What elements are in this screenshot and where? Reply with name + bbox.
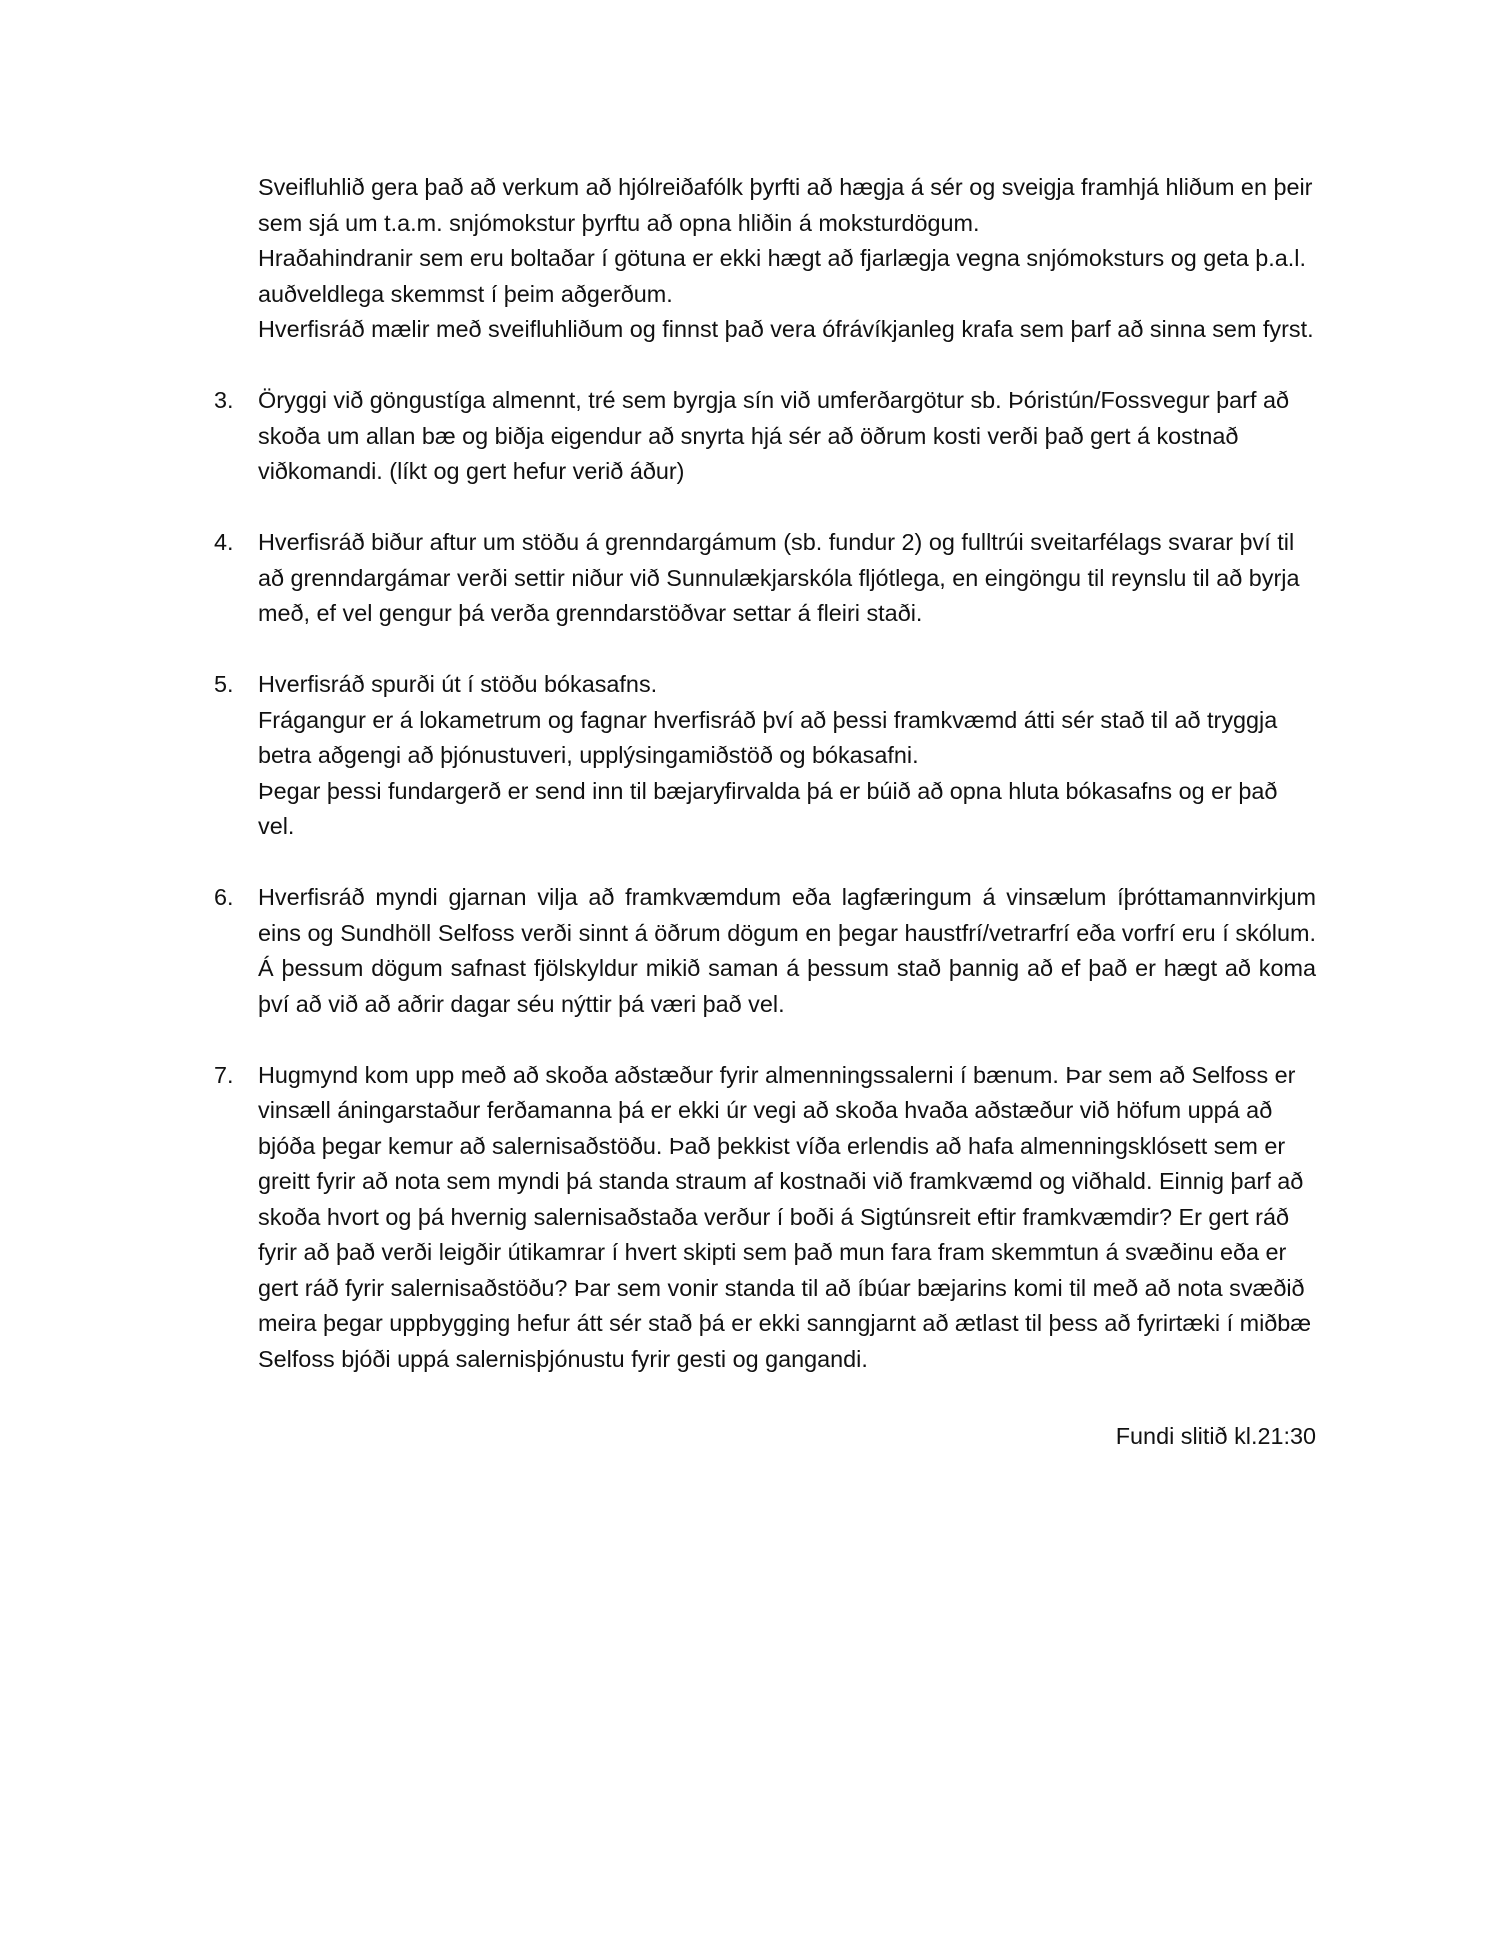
intro-paragraph: Hraðahindranir sem eru boltaðar í götuna er ekki hægt að fjarlægja vegna snjómoksturs og geta þ.a.l. auðveldlega skemmst í þeim aðgerðum. [258, 245, 1306, 307]
list-item-number: 3. [214, 387, 234, 413]
list-item-text: Þegar þessi fundargerð er send inn til bæjaryfirvalda þá er búið að opna hluta bókasafns og er það vel. [258, 777, 1278, 839]
document-body [214, 170, 1316, 1455]
list-item-7 [214, 1058, 1316, 1378]
intro-section [258, 170, 1316, 348]
meeting-closing: Fundi slitið kl.21:30 [1115, 1423, 1316, 1449]
list-item-text: Frágangur er á lokametrum og fagnar hverfisráð því að þessi framkvæmd átti sér stað til að tryggja betra aðgengi að þjónustuveri, upplýsingamiðstöð og bókasafni. [258, 706, 1278, 768]
list-item-4 [214, 525, 1316, 632]
list-item-number: 5. [214, 671, 234, 697]
list-item-text: Hugmynd kom upp með að skoða aðstæður fyrir almenningssalerni í bænum. Þar sem að Selfoss er vinsæll áningarstaður ferðamanna þá er ekki úr vegi að skoða hvaða aðstæður við höfum uppá að bjóða þegar kemur að salernisaðstöðu. Það þekkist víða erlendis að hafa almenningsklósett sem er greitt fyrir að nota sem myndi þá standa straum af kostnaði við framkvæmd og viðhald. Einnig þarf að skoða hvort og þá hvernig salernisaðstaða verður í boði á Sigtúnsreit eftir framkvæmdir? Er gert ráð fyrir að það verði leigðir útikamrar í hvert skipti sem það mun fara fram skemmtun á svæðinu eða er gert ráð fyrir salernisaðstöðu? Þar sem vonir standa til að íbúar bæjarins komi til með að nota svæðið meira þegar uppbygging hefur átt sér stað þá er ekki sanngjarnt að ætlast til þess að fyrirtæki í miðbæ Selfoss bjóði uppá salernisþjónustu fyrir gesti og gangandi. [258, 1061, 1312, 1372]
list-item-number: 4. [214, 529, 234, 555]
list-item-text: Hverfisráð spurði út í stöðu bókasafns. [258, 671, 658, 697]
list-item-number: 7. [214, 1061, 234, 1088]
intro-paragraph: Sveifluhlið gera það að verkum að hjólreiðafólk þyrfti að hægja á sér og sveigja framhjá hliðum en þeir sem sjá um t.a.m. snjómokstur þyrftu að opna hliðin á moksturdögum. [258, 174, 1313, 236]
list-item-5 [214, 667, 1316, 845]
list-item-text: Hverfisráð myndi gjarnan vilja að framkvæmdum eða lagfæringum á vinsælum íþróttamannvirkjum eins og Sundhöll Selfoss verði sinnt á öðrum dögum en þegar haustfrí/vetrarfrí eða vorfrí eru í skólum. Á þessum dögum safnast fjölskyldur mikið saman á þessum stað þannig að ef það er hægt að koma því að við að aðrir dagar séu nýttir þá væri það vel. [258, 884, 1316, 1017]
list-item-3 [214, 383, 1316, 490]
list-item-6 [214, 880, 1316, 1022]
list-item-text: Hverfisráð biður aftur um stöðu á grenndargámum (sb. fundur 2) og fulltrúi sveitarfélags svarar því til að grenndargámar verði settir niður við Sunnulækjarskóla fljótlega, en eingöngu til reynslu til að byrja með, ef vel gengur þá verða grenndarstöðvar settar á fleiri staði. [258, 529, 1300, 626]
intro-paragraph: Hverfisráð mælir með sveifluhliðum og finnst það vera ófrávíkjanleg krafa sem þarf að sinna sem fyrst. [258, 316, 1314, 342]
list-item-text: Öryggi við göngustíga almennt, tré sem byrgja sín við umferðargötur sb. Þóristún/Fossvegur þarf að skoða um allan bæ og biðja eigendur að snyrta hjá sér að öðrum kosti verði það gert á kostnað viðkomandi. (líkt og gert hefur verið áður) [258, 387, 1289, 484]
list-item-number: 6. [214, 884, 234, 910]
